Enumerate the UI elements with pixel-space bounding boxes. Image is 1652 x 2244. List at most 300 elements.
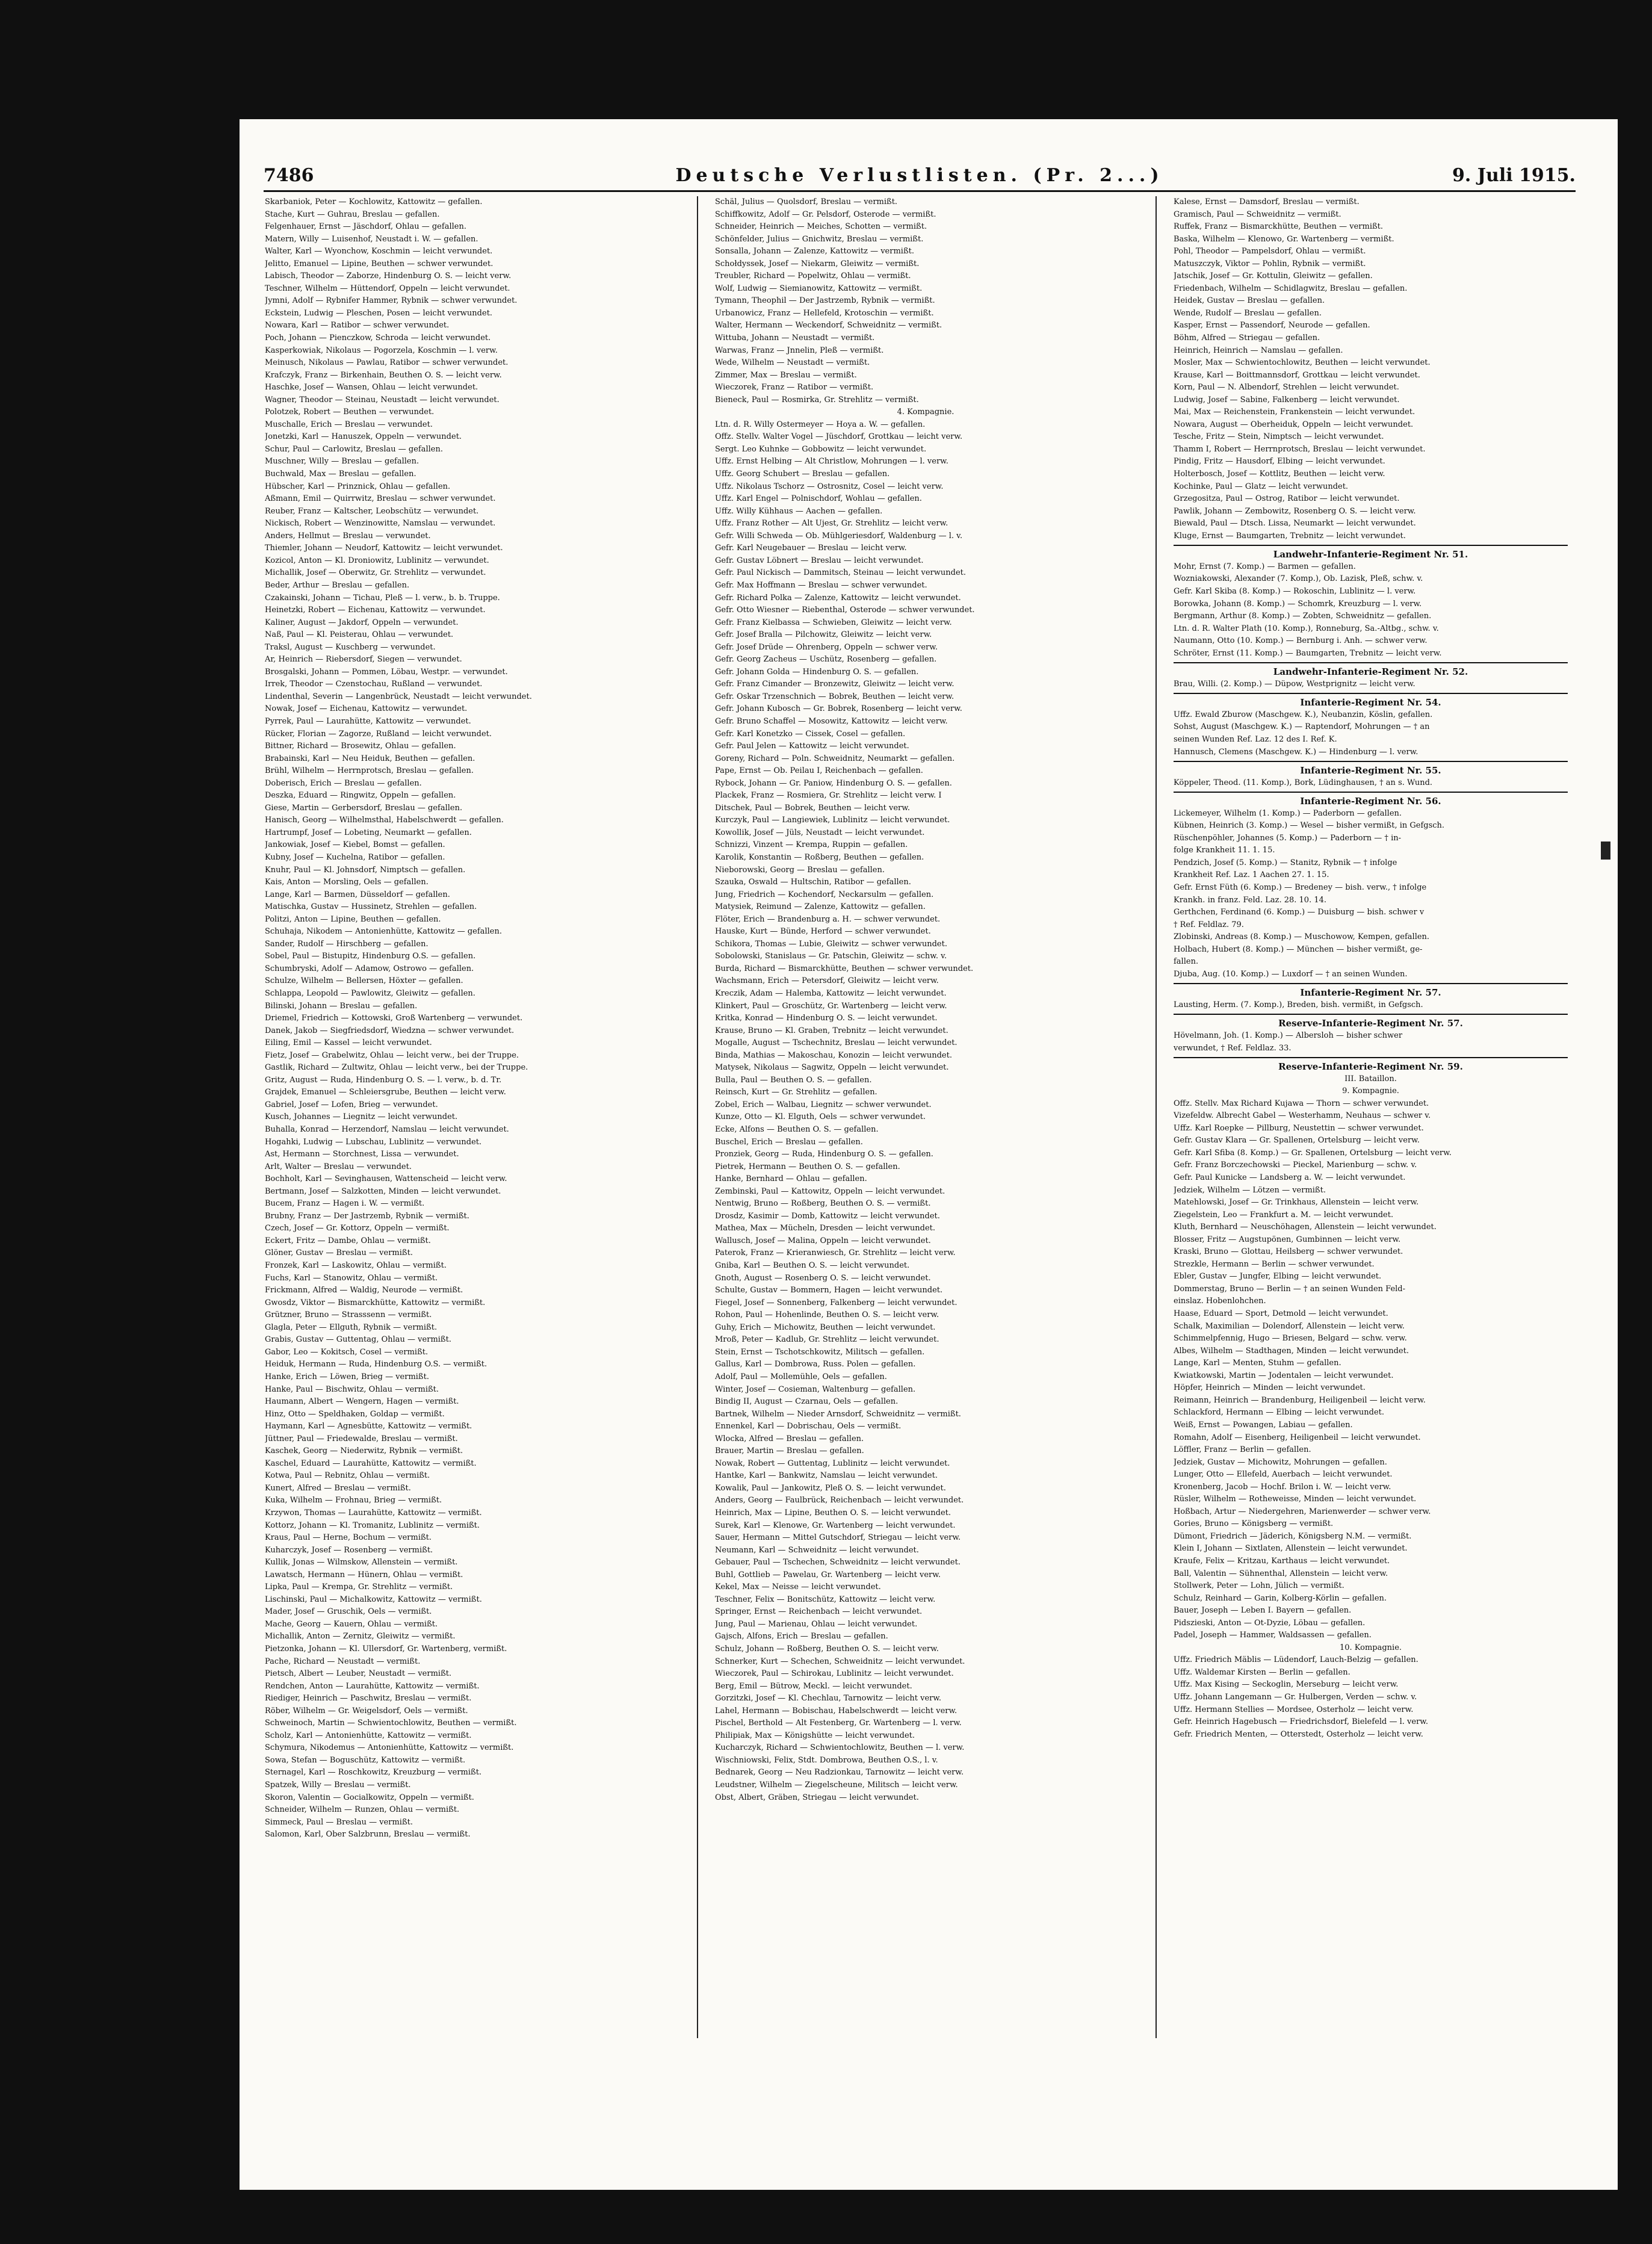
casualty-entry: Haase, Eduard — Sport, Detmold — leicht verwundet. [1174,1309,1388,1319]
casualty-entry: Dommerstag, Bruno — Berlin — † an seinen Wunden Feld- [1174,1284,1406,1294]
casualty-entry: Pape, Ernst — Ob. Peilau I, Reichenbach — gefallen. [715,766,923,776]
casualty-entry: Surek, Karl — Klenowe, Gr. Wartenberg — leicht verwundet. [715,1520,956,1530]
casualty-entry: Winter, Josef — Cosieman, Waltenburg — gefallen. [715,1384,916,1394]
casualty-entry: Buhl, Gottlieb — Pawelau, Gr. Wartenberg — leicht verw. [715,1570,941,1579]
casualty-entry: Kasper, Ernst — Passendorf, Neurode — gefallen. [1174,321,1370,330]
casualty-entry: Mathea, Max — Mücheln, Dresden — leicht verwundet. [715,1224,936,1233]
casualty-entry: Korn, Paul — N. Albendorf, Strehlen — leicht verwundet. [1174,383,1399,392]
casualty-entry: verwundet, † Ref. Feldlaz. 33. [1174,1043,1292,1053]
section-rule [1174,983,1568,984]
casualty-entry: folge Krankheit 11. 1. 15. [1174,846,1275,855]
casualty-entry: Ltn. d. R. Willy Ostermeyer — Hoya a. W. — gefallen. [715,420,926,429]
section-rule [1174,761,1568,762]
casualty-entry: Bilinski, Johann — Breslau — gefallen. [265,1001,418,1011]
regiment-heading: Reserve-Infanterie-Regiment Nr. 59. [1278,1061,1463,1073]
casualty-entry: Hanisch, Georg — Wilhelmsthal, Habelschwerdt — gefallen. [265,816,504,825]
casualty-entry: Skarbaniok, Peter — Kochlowitz, Kattowitz — gefallen. [265,197,483,206]
casualty-entry: Hoßbach, Artur — Niedergehren, Marienwerder — schwer verw. [1174,1507,1431,1516]
casualty-entry: Thiemler, Johann — Neudorf, Kattowitz — leicht verwundet. [265,544,503,553]
casualty-entry: Simmeck, Paul — Breslau — vermißt. [265,1817,413,1827]
casualty-entry: Gorzitzki, Josef — Kl. Chechlau, Tarnowitz — leicht verw. [715,1694,942,1703]
casualty-entry: Matysek, Nikolaus — Sagwitz, Oppeln — leicht verwundet. [715,1063,949,1073]
casualty-entry: Gefr. Karl Konetzko — Cissek, Cosel — gefallen. [715,729,906,739]
casualty-entry: Danek, Jakob — Siegfriedsdorf, Wiedzna — schwer verwundet. [265,1026,515,1035]
page-edge-mark [1601,842,1610,860]
casualty-entry: Bauer, Joseph — Leben I. Bayern — gefallen. [1174,1606,1352,1616]
regiment-heading: Landwehr-Infanterie-Regiment Nr. 52. [1273,666,1468,678]
casualty-entry: Mosler, Max — Schwientochlowitz, Beuthen — leicht verwundet. [1174,358,1431,368]
casualty-entry: Heidek, Gustav — Breslau — gefallen. [1174,296,1325,306]
casualty-entry: Kurczyk, Paul — Langiewiek, Lublinitz — leicht verwundet. [715,816,950,825]
casualty-entry: Gefr. Gustav Löbnert — Breslau — leicht verwundet. [715,556,924,565]
casualty-entry: Gefr. Paul Jelen — Kattowitz — leicht verwundet. [715,742,909,751]
casualty-entry: Uffz. Karl Roepke — Pillburg, Neustettin — schwer verwundet. [1174,1123,1424,1133]
casualty-entry: Felgenhauer, Ernst — Jäschdorf, Ohlau — gefallen. [265,222,466,232]
casualty-entry: Gefr. Johann Golda — Hindenburg O. S. — gefallen. [715,667,919,677]
casualty-entry: Naß, Paul — Kl. Peisterau, Ohlau — verwundet. [265,630,454,640]
casualty-entry: Haumann, Albert — Wengern, Hagen — vermißt. [265,1397,459,1407]
casualty-entry: Meinusch, Nikolaus — Pawlau, Ratibor — schwer verwundet. [265,358,509,368]
casualty-entry: Rohon, Paul — Hohenlinde, Beuthen O. S. — leicht verw. [715,1310,939,1320]
casualty-entry: Hannusch, Clemens (Maschgew. K.) — Hindenburg — l. verw. [1174,747,1418,757]
casualty-entry: Ziegelstein, Leo — Frankfurt a. M. — leicht verwundet. [1174,1210,1394,1220]
casualty-entry: Grajdek, Emanuel — Schleiersgrube, Beuthen — leicht verw. [265,1088,506,1097]
casualty-entry: Krafczyk, Franz — Birkenhain, Beuthen O. S. — leicht verw. [265,370,502,380]
casualty-entry: Sowa, Stefan — Boguschütz, Kattowitz — vermißt. [265,1755,466,1765]
casualty-entry: Gefr. Josef Drüde — Ohrenberg, Oppeln — schwer verw. [715,642,938,652]
casualty-entry: Lindenthal, Severin — Langenbrück, Neustadt — leicht verwundet. [265,692,532,701]
casualty-entry: Schlackford, Hermann — Elbing — leicht verwundet. [1174,1408,1384,1418]
casualty-entry: Jankowiak, Josef — Kiebel, Bomst — gefallen. [265,840,445,850]
casualty-entry: Vizefeldw. Albrecht Gabel — Westerhamm, Neuhaus — schwer v. [1174,1111,1431,1121]
casualty-entry: Urbanowicz, Franz — Hellefeld, Krotoschin — vermißt. [715,308,934,318]
casualty-entry: Aßmann, Emil — Quirrwitz, Breslau — schwer verwundet. [265,494,496,504]
regiment-heading: Infanterie-Regiment Nr. 54. [1300,697,1441,708]
issue-number: (Pr. 2...) [1033,165,1164,186]
casualty-entry: Uffz. Willy Kühhaus — Aachen — gefallen. [715,506,883,516]
casualty-entry: Szauka, Oswald — Hultschin, Ratibor — gefallen. [715,878,911,887]
casualty-entry: Gefr. Karl Neugebauer — Breslau — leicht verw. [715,544,907,553]
casualty-entry: Stein, Ernst — Tschotschkowitz, Militsch — gefallen. [715,1347,925,1357]
casualty-entry: Hinz, Otto — Speldhaken, Goldap — vermißt. [265,1409,445,1419]
casualty-entry: Löffler, Franz — Berlin — gefallen. [1174,1445,1311,1455]
casualty-entry: Gories, Bruno — Königsberg — vermißt. [1174,1519,1334,1529]
casualty-entry: Uffz. Franz Rother — Alt Ujest, Gr. Strehlitz — leicht verw. [715,519,948,528]
casualty-entry: Czakainski, Johann — Tichau, Pleß — l. verw., b. b. Truppe. [265,593,500,603]
casualty-entry: Matehlowski, Josef — Gr. Trinkhaus, Allenstein — leicht verw. [1174,1198,1419,1207]
casualty-entry: Uffz. Karl Engel — Polnischdorf, Wohlau — gefallen. [715,494,922,504]
casualty-entry: Kaliner, August — Jakdorf, Oppeln — verwundet. [265,618,459,627]
casualty-entry: Gefr. Heinrich Hagebusch — Friedrichsdorf, Bielefeld — l. verw. [1174,1717,1429,1727]
casualty-entry: Buchwald, Max — Breslau — gefallen. [265,470,416,479]
casualty-entry: Grzegositza, Paul — Ostrog, Ratibor — leicht verwundet. [1174,494,1400,504]
casualty-entry: Lange, Karl — Barmen, Düsseldorf — gefallen. [265,890,450,899]
casualty-entry: Bergmann, Arthur (8. Komp.) — Zobten, Schweidnitz — gefallen. [1174,612,1432,621]
casualty-entry: Glöner, Gustav — Breslau — vermißt. [265,1248,413,1258]
casualty-entry: Gefr. Josef Bralla — Pilchowitz, Gleiwitz — leicht verw. [715,630,932,640]
casualty-entry: Uffz. Friedrich Mäblis — Lüdendorf, Lauch-Belzig — gefallen. [1174,1655,1418,1665]
casualty-entry: Michallik, Anton — Zernitz, Gleiwitz — vermißt. [265,1632,456,1641]
casualty-entry: Anders, Hellmut — Breslau — verwundet. [265,531,431,541]
casualty-entry: Berg, Emil — Bütrow, Meckl. — leicht verwundet. [715,1681,912,1691]
casualty-entry: Gebauer, Paul — Tschechen, Schweidnitz — leicht verwundet. [715,1558,961,1567]
casualty-entry: Hartrumpf, Josef — Lobeting, Neumarkt — gefallen. [265,828,472,837]
casualty-entry: Wachsmann, Erich — Petersdorf, Gleiwitz — leicht verw. [715,976,939,986]
casualty-entry: Jonetzki, Karl — Hanuszek, Oppeln — verwundet. [265,432,462,442]
casualty-entry: Schuhaja, Nikodem — Antonienhütte, Kattowitz — gefallen. [265,927,502,937]
casualty-entry: fallen. [1174,957,1199,967]
casualty-entry: Hanke, Paul — Bischwitz, Ohlau — vermißt. [265,1384,439,1394]
casualty-entry: Matuszczyk, Viktor — Pohlin, Rybnik — vermißt. [1174,259,1366,268]
casualty-entry: Kotwa, Paul — Rebnitz, Ohlau — vermißt. [265,1471,430,1481]
casualty-entry: Tymann, Theophil — Der Jastrzemb, Rybnik — vermißt. [715,296,935,306]
casualty-entry: Sobolowski, Stanislaus — Gr. Patschin, Gleiwitz — schw. v. [715,952,947,961]
casualty-entry: Bartnek, Wilhelm — Nieder Arnsdorf, Schweidnitz — vermißt. [715,1409,961,1419]
casualty-entry: Nentwig, Bruno — Roßberg, Beuthen O. S. — vermißt. [715,1199,931,1209]
page-header [264,165,1576,188]
casualty-entry: Wieczorek, Paul — Schirokau, Lublinitz — leicht verwundet. [715,1669,954,1679]
casualty-entry: Wieczorek, Franz — Ratibor — vermißt. [715,383,874,392]
casualty-entry: Jedziek, Wilhelm — Lötzen — vermißt. [1174,1185,1326,1195]
casualty-entry: Schneider, Heinrich — Meiches, Schotten — vermißt. [715,222,927,232]
column-divider [697,196,698,2038]
casualty-entry: Mohr, Ernst (7. Komp.) — Barmen — gefallen. [1174,562,1356,571]
casualty-entry: Brühl, Wilhelm — Herrnprotsch, Breslau — gefallen. [265,766,474,776]
casualty-entry: Pendzich, Josef (5. Komp.) — Stanitz, Rybnik — † infolge [1174,858,1397,867]
casualty-entry: Uffz. Georg Schubert — Breslau — gefallen. [715,470,890,479]
casualty-entry: Köppeler, Theod. (11. Komp.), Bork, Lüdinghausen, † an s. Wund. [1174,778,1433,787]
casualty-entry: Bednarek, Georg — Neu Radzionkau, Tarnowitz — leicht verw. [715,1768,964,1778]
casualty-entry: Kritka, Konrad — Hindenburg O. S. — leicht verwundet. [715,1014,938,1023]
casualty-entry: einslaz. Hobenlohchen. [1174,1297,1266,1306]
casualty-entry: Hantke, Karl — Bankwitz, Namslau — leicht verwundet. [715,1471,938,1481]
casualty-entry: Heinetzki, Robert — Eichenau, Kattowitz — verwundet. [265,606,486,615]
casualty-entry: Gefr. Paul Kunicke — Landsberg a. W. — leicht verwundet. [1174,1173,1406,1183]
casualty-entry: Hövelmann, Joh. (1. Komp.) — Albersloh — bisher schwer [1174,1031,1403,1040]
casualty-entry: Zimmer, Max — Breslau — vermißt. [715,370,857,380]
casualty-entry: Holterbosch, Josef — Kottlitz, Beuthen — leicht verw. [1174,470,1385,479]
casualty-entry: Sergt. Leo Kuhnke — Gobbowitz — leicht verwundet. [715,444,927,454]
casualty-entry: Kunert, Alfred — Breslau — vermißt. [265,1483,411,1493]
casualty-entry: Labisch, Theodor — Zaborze, Hindenburg O. S. — leicht verw. [265,271,512,281]
casualty-entry: Schołdyssek, Josef — Niekarm, Gleiwitz — vermißt. [715,259,920,268]
casualty-entry: Schur, Paul — Carlowitz, Breslau — gefallen. [265,444,443,454]
casualty-entry: Jüttner, Paul — Friedewalde, Breslau — vermißt. [265,1434,458,1443]
casualty-entry: Treubler, Richard — Popelwitz, Ohlau — vermißt. [715,271,911,281]
casualty-entry: Uffz. Ewald Zburow (Maschgew. K.), Neubanzin, Köslin, gefallen. [1174,710,1433,719]
casualty-entry: Romahn, Adolf — Eisenberg, Heiligenbeil — leicht verwundet. [1174,1433,1421,1442]
casualty-entry: Uffz. Max Kising — Seckoglin, Merseburg — leicht verw. [1174,1680,1399,1690]
casualty-entry: Nickisch, Robert — Wenzinowitte, Namslau — verwundet. [265,519,496,528]
casualty-entry: Naumann, Otto (10. Komp.) — Bernburg i. Anh. — schwer verw. [1174,636,1428,646]
casualty-entry: Schulze, Wilhelm — Bellersen, Höxter — gefallen. [265,976,463,986]
casualty-entry: Krankheit Ref. Laz. 1 Aachen 27. 1. 15. [1174,870,1329,880]
casualty-entry: Blosser, Fritz — Augstupönen, Gumbinnen — leicht verw. [1174,1235,1401,1244]
casualty-entry: Brubny, Franz — Der Jastrzemb, Rybnik — vermißt. [265,1211,469,1221]
publication-title [264,165,1576,186]
casualty-entry: Röber, Wilhelm — Gr. Weigelsdorf, Oels — vermißt. [265,1706,468,1716]
casualty-entry: Frickmann, Alfred — Waldig, Neurode — vermißt. [265,1286,463,1295]
casualty-entry: Djuba, Aug. (10. Komp.) — Luxdorf — † an seinen Wunden. [1174,969,1408,979]
casualty-entry: Schnizzi, Vinzent — Krempa, Ruppin — gefallen. [715,840,908,850]
casualty-entry: Matysiek, Reimund — Zalenze, Kattowitz — gefallen. [715,902,926,912]
text-column-3 [1174,196,1568,2038]
casualty-entry: Neumann, Karl — Schweidnitz — leicht verwundet. [715,1545,919,1555]
casualty-entry: Lahel, Hermann — Bobischau, Habelschwerdt — leicht verw. [715,1706,957,1716]
casualty-entry: Lickemeyer, Wilhelm (1. Komp.) — Paderborn — gefallen. [1174,808,1402,818]
casualty-entry: Schulte, Gustav — Bommern, Hagen — leicht verwundet. [715,1286,943,1295]
casualty-entry: Schröter, Ernst (11. Komp.) — Baumgarten, Trebnitz — leicht verw. [1174,648,1442,658]
casualty-entry: Heiduk, Hermann — Ruda, Hindenburg O.S. — vermißt. [265,1360,487,1369]
casualty-entry: Michallik, Josef — Oberwitz, Gr. Strehlitz — verwundet. [265,568,486,578]
casualty-entry: Wischniowski, Felix, Stdt. Dombrowa, Beuthen O.S., l. v. [715,1755,938,1765]
casualty-entry: Jelitto, Emanuel — Lipine, Beuthen — schwer verwundet. [265,259,493,268]
casualty-entry: Offz. Stellv. Max Richard Kujawa — Thorn — schwer verwundet. [1174,1099,1429,1108]
casualty-entry: Kullik, Jonas — Wilmskow, Allenstein — vermißt. [265,1558,458,1567]
casualty-entry: Kuharczyk, Josef — Rosenberg — vermißt. [265,1545,433,1555]
casualty-entry: Gefr. Karl Skiba (8. Komp.) — Rokoschin, Lublinitz — l. verw. [1174,586,1416,596]
casualty-entry: Walter, Karl — Wyonchow, Koschmin — leicht verwundet. [265,247,493,256]
casualty-entry: Gefr. Max Hoffmann — Breslau — schwer verwundet. [715,580,927,590]
casualty-entry: Ebler, Gustav — Jungfer, Elbing — leicht verwundet. [1174,1272,1382,1282]
casualty-entry: † Ref. Feldlaz. 79. [1174,920,1244,929]
casualty-entry: Binda, Mathias — Makoschau, Konozin — leicht verwundet. [715,1050,952,1060]
casualty-entry: Rüschenpöhler, Johannes (5. Komp.) — Paderborn — † in- [1174,833,1401,843]
casualty-entry: Uffz. Waldemar Kirsten — Berlin — gefallen. [1174,1667,1350,1677]
casualty-entry: Kwiatkowski, Martin — Jodentalen — leicht verwundet. [1174,1371,1394,1380]
casualty-entry: Ast, Hermann — Storchnest, Lissa — verwundet. [265,1150,459,1159]
casualty-entry: Teschner, Felix — Bonitschütz, Kattowitz — leicht verw. [715,1595,936,1604]
casualty-entry: seinen Wunden Ref. Laz. 12 des I. Ref. K. [1174,734,1337,744]
casualty-entry: Borowka, Johann (8. Komp.) — Schomrk, Kreuzburg — l. verw. [1174,599,1422,609]
casualty-entry: Kunze, Otto — Kl. Elguth, Oels — schwer verwundet. [715,1112,926,1122]
casualty-entry: Kaschek, Georg — Niederwitz, Rybnik — vermißt. [265,1446,463,1456]
casualty-entry: Obst, Albert, Gräben, Striegau — leicht verwundet. [715,1793,919,1802]
casualty-entry: Philipiak, Max — Königshütte — leicht verwundet. [715,1731,915,1740]
casualty-entry: Rendchen, Anton — Laurahütte, Kattowitz — vermißt. [265,1681,480,1691]
casualty-entry: Rybock, Johann — Gr. Paniow, Hindenburg O. S. — gefallen. [715,778,952,788]
casualty-entry: Irrek, Theodor — Czenstochau, Rußland — verwundet. [265,680,483,689]
casualty-entry: Mogalle, August — Tschechnitz, Breslau — leicht verwundet. [715,1038,957,1048]
casualty-entry: Nowak, Robert — Guttentag, Lublinitz — leicht verwundet. [715,1458,950,1468]
newspaper-page [240,119,1618,2190]
casualty-entry: Brabainski, Karl — Neu Heiduk, Beuthen — gefallen. [265,754,475,763]
casualty-entry: Warwas, Franz — Jnnelin, Pleß — vermißt. [715,346,884,355]
casualty-entry: Gajsch, Alfons, Erich — Breslau — gefallen. [715,1632,888,1641]
section-rule [1174,792,1568,793]
casualty-entry: Albes, Wilhelm — Stadthagen, Minden — leicht verwundet. [1174,1346,1409,1356]
casualty-entry: Sternagel, Karl — Roschkowitz, Kreuzburg — vermißt. [265,1768,482,1778]
casualty-entry: Bertmann, Josef — Salzkotten, Minden — leicht verwundet. [265,1186,501,1196]
casualty-entry: Heinrich, Max — Lipine, Beuthen O. S. — leicht verwundet. [715,1508,951,1517]
casualty-entry: Pache, Richard — Neustadt — vermißt. [265,1657,421,1666]
casualty-entry: Gnoth, August — Rosenberg O. S. — leicht verwundet. [715,1273,931,1283]
casualty-entry: Schymura, Nikodemus — Antonienhütte, Kattowitz — vermißt. [265,1743,514,1753]
casualty-entry: Kalese, Ernst — Damsdorf, Breslau — vermißt. [1174,197,1360,206]
casualty-entry: Schnerker, Kurt — Schechen, Schweidnitz — leicht verwundet. [715,1657,965,1666]
casualty-entry: Schumbryski, Adolf — Adamow, Ostrowo — gefallen. [265,964,474,973]
casualty-entry: Deszka, Eduard — Ringwitz, Oppeln — gefallen. [265,791,456,801]
casualty-entry: Weiß, Ernst — Powangen, Labiau — gefallen. [1174,1420,1353,1430]
casualty-entry: Sauer, Hermann — Mittel Gutschdorf, Striegau — leicht verw. [715,1533,961,1543]
casualty-entry: Buhalla, Konrad — Herzendorf, Namslau — leicht verwundet. [265,1125,509,1135]
casualty-entry: Scholz, Karl — Antonienhütte, Kattowitz — vermißt. [265,1731,472,1740]
casualty-entry: Skoron, Valentin — Gocialkowitz, Oppeln — vermißt. [265,1793,474,1802]
unit-subheading: III. Bataillon. [1344,1074,1397,1083]
casualty-entry: Zlobinski, Andreas (8. Komp.) — Muschowow, Kempen, gefallen. [1174,932,1430,942]
casualty-entry: Goreny, Richard — Poln. Schweidnitz, Neumarkt — gefallen. [715,754,955,763]
regiment-heading: Reserve-Infanterie-Regiment Nr. 57. [1278,1018,1463,1029]
casualty-entry: Eiling, Emil — Kassel — leicht verwundet. [265,1038,432,1048]
casualty-entry: Riediger, Heinrich — Paschwitz, Breslau — vermißt. [265,1694,472,1703]
casualty-entry: Bucem, Franz — Hagen i. W. — vermißt. [265,1199,425,1209]
casualty-entry: Czech, Josef — Gr. Kottorz, Oppeln — vermißt. [265,1224,450,1233]
casualty-entry: Politzi, Anton — Lipine, Beuthen — gefallen. [265,914,441,924]
casualty-entry: Gefr. Otto Wiesner — Riebenthal, Osterode — schwer verwundet. [715,606,975,615]
casualty-entry: Nowara, August — Oberheiduk, Oppeln — leicht verwundet. [1174,420,1414,429]
casualty-entry: Hogahki, Ludwig — Lubschau, Lublinitz — verwundet. [265,1137,482,1147]
section-rule [1174,545,1568,546]
casualty-entry: Grabis, Gustav — Guttentag, Ohlau — vermißt. [265,1335,451,1345]
casualty-entry: Schlappa, Leopold — Pawlowitz, Gleiwitz — gefallen. [265,989,475,998]
casualty-entry: Gritz, August — Ruda, Hindenburg O. S. — l. verw., b. d. Tr. [265,1075,502,1085]
section-rule [1174,1014,1568,1015]
section-rule [1174,693,1568,694]
casualty-entry: Kuka, Wilhelm — Frohnau, Brieg — vermißt. [265,1496,442,1505]
casualty-entry: Burda, Richard — Bismarckhütte, Beuthen — schwer verwundet. [715,964,974,973]
casualty-entry: Gniba, Karl — Beuthen O. S. — leicht verwundet. [715,1261,910,1271]
casualty-entry: Stache, Kurt — Guhrau, Breslau — gefallen. [265,209,440,219]
casualty-entry: Holbach, Hubert (8. Komp.) — München — bisher vermißt, ge- [1174,944,1423,954]
casualty-entry: Bittner, Richard — Brosewitz, Ohlau — gefallen. [265,742,456,751]
casualty-entry: Kraus, Paul — Herne, Bochum — vermißt. [265,1533,432,1543]
casualty-entry: Guhy, Erich — Michowitz, Beuthen — leicht verwundet. [715,1322,936,1332]
casualty-entry: Jung, Paul — Marienau, Ohlau — leicht verwundet. [715,1619,918,1629]
casualty-entry: Lipka, Paul — Krempa, Gr. Strehlitz — vermißt. [265,1582,453,1592]
unit-subheading: 9. Kompagnie. [1342,1086,1399,1096]
casualty-entry: Pietrek, Hermann — Beuthen O. S. — gefallen. [715,1162,900,1171]
casualty-entry: Nieborowski, Georg — Breslau — gefallen. [715,865,885,875]
casualty-entry: Gefr. Franz Borczechowski — Pieckel, Marienburg — schw. v. [1174,1161,1417,1170]
casualty-entry: Nowara, Karl — Ratibor — schwer verwundet. [265,321,450,330]
casualty-entry: Traksl, August — Kuschberg — verwundet. [265,642,436,652]
regiment-heading: Infanterie-Regiment Nr. 57. [1300,987,1441,999]
casualty-entry: Gabor, Leo — Kokitsch, Cosel — vermißt. [265,1347,428,1357]
casualty-entry: Kusch, Johannes — Liegnitz — leicht verwundet. [265,1112,458,1122]
text-column-2 [715,196,1136,2038]
casualty-entry: Böhm, Alfred — Striegau — gefallen. [1174,333,1320,343]
casualty-entry: Ruffek, Franz — Bismarckhütte, Beuthen — vermißt. [1174,222,1384,232]
casualty-entry: Lausting, Herm. (7. Komp.), Breden, bish. vermißt, in Gefgsch. [1174,1000,1423,1009]
casualty-entry: Lange, Karl — Menten, Stuhm — gefallen. [1174,1359,1341,1368]
casualty-entry: Kubny, Josef — Kuchelna, Ratibor — gefallen. [265,852,445,862]
casualty-entry: Poch, Johann — Pienczkow, Schroda — leicht verwundet. [265,333,491,343]
casualty-entry: Teschner, Wilhelm — Hüttendorf, Oppeln — leicht verwundet. [265,284,510,293]
casualty-entry: Wittuba, Johann — Neustadt — vermißt. [715,333,875,343]
casualty-entry: Krause, Karl — Boittmannsdorf, Grottkau — leicht verwundet. [1174,370,1420,380]
page-number: 7486 [264,165,314,186]
casualty-entry: Kekel, Max — Neisse — leicht verwundet. [715,1582,881,1592]
casualty-entry: Ditschek, Paul — Bobrek, Beuthen — leicht verw. [715,803,910,813]
regiment-heading: Landwehr-Infanterie-Regiment Nr. 51. [1273,549,1468,560]
casualty-entry: Wolf, Ludwig — Siemianowitz, Kattowitz — vermißt. [715,284,923,293]
casualty-entry: Sohst, August (Maschgew. K.) — Raptendorf, Mohrungen — † an [1174,722,1430,732]
header-rule [264,190,1576,192]
casualty-entry: Eckert, Fritz — Dambe, Ohlau — vermißt. [265,1236,431,1245]
casualty-entry: Pyrrek, Paul — Laurahütte, Kattowitz — verwundet. [265,716,471,726]
casualty-entry: Pronziek, Georg — Ruda, Hindenburg O. S. — gefallen. [715,1150,933,1159]
casualty-entry: Zembinski, Paul — Kattowitz, Oppeln — leicht verwundet. [715,1186,945,1196]
casualty-entry: Schikora, Thomas — Lubie, Gleiwitz — schwer verwundet. [715,939,947,949]
casualty-entry: Thamm I, Robert — Herrnprotsch, Breslau — leicht verwundet. [1174,444,1426,454]
casualty-entry: Gefr. Willi Schweda — Ob. Mühlgeriesdorf, Waldenburg — l. v. [715,531,963,541]
casualty-entry: Fiegel, Josef — Sonnenberg, Falkenberg — leicht verwundet. [715,1298,957,1307]
casualty-entry: Fietz, Josef — Grabelwitz, Ohlau — leicht verw., bei der Truppe. [265,1050,519,1060]
casualty-entry: Jymni, Adolf — Rybnifer Hammer, Rybnik — schwer verwundet. [265,296,518,306]
casualty-entry: Haymann, Karl — Agnesbütte, Kattowitz — vermißt. [265,1422,472,1431]
casualty-entry: Brau, Willi. (2. Komp.) — Düpow, Westprignitz — leicht verw. [1174,679,1415,689]
casualty-entry: Ar, Heinrich — Riebersdorf, Siegen — verwundet. [265,655,462,665]
casualty-entry: Hübscher, Karl — Prinznick, Ohlau — gefallen. [265,482,451,491]
title-text: Deutsche Verlustlisten. [675,165,1022,186]
casualty-entry: Zobel, Erich — Walbau, Liegnitz — schwer verwundet. [715,1100,932,1109]
casualty-entry: Schiffkowitz, Adolf — Gr. Pelsdorf, Osterode — vermißt. [715,209,936,219]
casualty-entry: Driemel, Friedrich — Kottowski, Groß Wartenberg — verwundet. [265,1014,523,1023]
casualty-entry: Brauer, Martin — Breslau — gefallen. [715,1446,864,1456]
casualty-entry: Matern, Willy — Luisenhof, Neustadt i. W. — gefallen. [265,234,478,244]
column-divider [1155,196,1157,2038]
casualty-entry: Wagner, Theodor — Steinau, Neustadt — leicht verwundet. [265,395,500,404]
casualty-entry: Rücker, Florian — Zagorze, Rußland — leicht verwundet. [265,729,492,739]
casualty-entry: Bindig II, August — Czarnau, Oels — gefallen. [715,1397,899,1407]
casualty-entry: Brosgalski, Johann — Pommen, Löbau, Westpr. — verwundet. [265,667,508,677]
casualty-entry: Kucharczyk, Richard — Schwientochlowitz, Beuthen — l. verw. [715,1743,965,1753]
casualty-entry: Kraufe, Felix — Kritzau, Karthaus — leicht verwundet. [1174,1556,1390,1566]
section-rule [1174,662,1568,663]
casualty-entry: Mader, Josef — Gruschik, Oels — vermißt. [265,1607,432,1617]
casualty-entry: Lischinski, Paul — Michalkowitz, Kattowitz — vermißt. [265,1595,482,1604]
text-column-1 [265,196,680,2038]
casualty-entry: Pawlik, Johann — Zembowitz, Rosenberg O. S. — leicht verw. [1174,506,1416,516]
casualty-entry: Schönfelder, Julius — Gnichwitz, Breslau — vermißt. [715,234,924,244]
casualty-entry: Polotzek, Robert — Beuthen — verwundet. [265,408,435,417]
casualty-entry: Eckstein, Ludwig — Pleschen, Posen — leicht verwundet. [265,308,493,318]
casualty-entry: Stollwerk, Peter — Lohn, Jülich — vermißt. [1174,1581,1344,1591]
casualty-entry: Schweinoch, Martin — Schwientochlowitz, Beuthen — vermißt. [265,1719,517,1728]
casualty-entry: Mai, Max — Reichenstein, Frankenstein — leicht verwundet. [1174,408,1415,417]
casualty-entry: Pidszieski, Anton — Ot-Dyzie, Löbau — gefallen. [1174,1618,1366,1628]
casualty-entry: Strezkle, Hermann — Berlin — schwer verwundet. [1174,1259,1375,1269]
casualty-entry: Kaschel, Eduard — Laurahütte, Kattowitz — vermißt. [265,1458,477,1468]
casualty-entry: Schulz, Reinhard — Garin, Kolberg-Körlin — gefallen. [1174,1593,1387,1603]
casualty-entry: Schneider, Wilhelm — Runzen, Ohlau — vermißt. [265,1805,460,1815]
casualty-entry: Glagla, Peter — Ellguth, Rybnik — vermißt. [265,1322,438,1332]
casualty-entry: Gefr. Paul Nickisch — Dammitsch, Steinau — leicht verwundet. [715,568,967,578]
casualty-entry: Bochholt, Karl — Sevinghausen, Wattenscheid — leicht verw. [265,1174,507,1184]
casualty-entry: Sobel, Paul — Bistupitz, Hindenburg O.S. — gefallen. [265,952,476,961]
casualty-entry: Nowak, Josef — Eichenau, Kattowitz — verwundet. [265,704,468,714]
casualty-entry: Uffz. Hermann Stellies — Mordsee, Osterholz — leicht verw. [1174,1705,1414,1714]
casualty-entry: Ecke, Alfons — Beuthen O. S. — gefallen. [715,1125,879,1135]
casualty-entry: Wlocka, Alfred — Breslau — gefallen. [715,1434,864,1443]
casualty-entry: Mache, Georg — Kauern, Ohlau — vermißt. [265,1619,438,1629]
casualty-entry: Wede, Wilhelm — Neustadt — vermißt. [715,358,870,368]
casualty-entry: Leudstner, Wilhelm — Ziegelscheune, Militsch — leicht verw. [715,1781,958,1790]
casualty-entry: Wozniakowski, Alexander (7. Komp.), Ob. Lazisk, Pleß, schw. v. [1174,574,1423,584]
casualty-entry: Gefr. Bruno Schaffel — Mosowitz, Kattowitz — leicht verw. [715,716,948,726]
casualty-entry: Klinkert, Paul — Groschütz, Gr. Wartenberg — leicht verw. [715,1001,947,1011]
casualty-entry: Schalk, Maximilian — Dolendorf, Allenstein — leicht verw. [1174,1321,1405,1331]
